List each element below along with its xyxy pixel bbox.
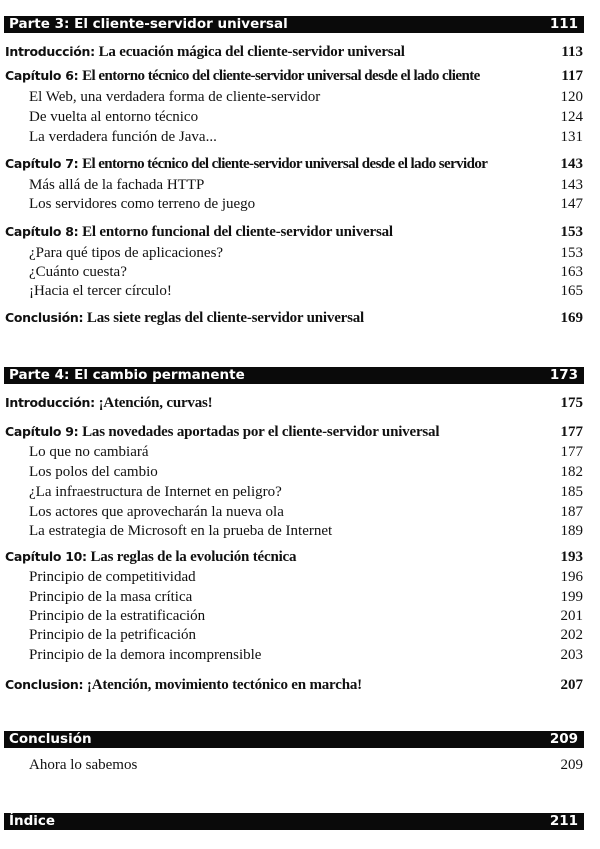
toc-section[interactable] <box>29 521 583 541</box>
entry-label: Capítulo 10: <box>5 549 87 564</box>
section-title: Principio de la demora incomprensible <box>29 647 262 663</box>
section-page: 143 <box>560 177 583 193</box>
entry-label: Conclusión: <box>5 310 84 325</box>
entry-title: El entorno funcional del cliente-servidor universal <box>82 224 393 240</box>
toc-section[interactable] <box>29 262 583 282</box>
section-page: 196 <box>560 569 583 585</box>
section-title: ¡Hacia el tercer círculo! <box>29 283 172 299</box>
toc-entry-chapter-7[interactable] <box>5 154 583 174</box>
section-page: 187 <box>560 504 583 520</box>
toc-entry-conclusion[interactable] <box>5 308 583 328</box>
toc-entry-chapter-6[interactable] <box>5 66 583 86</box>
part-header[interactable] <box>4 367 584 384</box>
part-page: 111 <box>549 16 578 32</box>
section-page: 177 <box>560 444 583 460</box>
entry-page: 143 <box>560 156 583 172</box>
entry-title: Las reglas de la evolución técnica <box>90 549 297 565</box>
section-title: ¿Cuánto cuesta? <box>29 264 127 280</box>
section-title: Principio de la petrificación <box>29 627 197 643</box>
toc-section[interactable] <box>29 502 583 522</box>
section-page: 165 <box>560 283 583 299</box>
entry-label: Capítulo 8: <box>5 224 79 239</box>
toc-section[interactable] <box>29 482 583 502</box>
section-page: 202 <box>560 627 583 643</box>
section-title: Los servidores como terreno de juego <box>29 196 256 212</box>
section-title: Más allá de la fachada HTTP <box>29 177 205 193</box>
section-page: 209 <box>560 757 583 773</box>
section-page: 189 <box>560 523 583 539</box>
toc-entry-introduction[interactable] <box>5 393 583 413</box>
section-page: 120 <box>560 89 583 105</box>
entry-page: 153 <box>560 224 583 240</box>
toc-entry-introduction[interactable] <box>5 42 583 62</box>
entry-label: Capítulo 9: <box>5 424 79 439</box>
entry-page: 193 <box>560 549 583 565</box>
toc-section[interactable] <box>29 107 583 127</box>
section-page: 201 <box>560 608 583 624</box>
toc-section[interactable] <box>29 194 583 214</box>
section-page: 203 <box>560 647 583 663</box>
section-page: 147 <box>560 196 583 212</box>
part-header[interactable] <box>4 813 584 830</box>
part-header[interactable] <box>4 16 584 33</box>
entry-label: Introducción: <box>5 395 95 410</box>
section-page: 163 <box>560 264 583 280</box>
toc-section[interactable] <box>29 625 583 645</box>
section-title: Principio de competitividad <box>29 569 196 585</box>
entry-page: 207 <box>560 677 583 693</box>
section-title: Ahora lo sabemos <box>29 757 138 773</box>
entry-label: Capítulo 6: <box>5 68 79 83</box>
section-title: La estrategia de Microsoft en la prueba de Internet <box>29 523 333 539</box>
section-title: El Web, una verdadera forma de cliente-servidor <box>29 89 321 105</box>
section-title: Los polos del cambio <box>29 464 158 480</box>
section-page: 153 <box>560 245 583 261</box>
toc-section[interactable] <box>29 587 583 607</box>
toc-entry-conclusion[interactable] <box>5 675 583 695</box>
toc-section[interactable] <box>29 462 583 482</box>
part-header[interactable] <box>4 731 584 748</box>
section-page: 185 <box>560 484 583 500</box>
entry-page: 117 <box>561 68 583 84</box>
toc-section[interactable] <box>29 645 583 665</box>
section-title: Los actores que aprovecharán la nueva ola <box>29 504 284 520</box>
toc-entry-chapter-8[interactable] <box>5 222 583 242</box>
toc-section[interactable] <box>29 755 583 775</box>
entry-title: La ecuación mágica del cliente-servidor universal <box>98 44 405 60</box>
toc-section[interactable] <box>29 606 583 626</box>
entry-title: El entorno técnico del cliente-servidor universal desde el lado cliente <box>82 68 480 84</box>
entry-page: 169 <box>560 310 583 326</box>
entry-title: ¡Atención, movimiento tectónico en marcha! <box>86 677 362 693</box>
toc-section[interactable] <box>29 442 583 462</box>
entry-title: Las siete reglas del cliente-servidor universal <box>86 310 365 326</box>
entry-page: 175 <box>560 395 583 411</box>
toc-section[interactable] <box>29 87 583 107</box>
section-title: De vuelta al entorno técnico <box>29 109 199 125</box>
entry-title: Las novedades aportadas por el cliente-servidor universal <box>82 424 440 440</box>
toc-section[interactable] <box>29 175 583 195</box>
section-page: 131 <box>560 129 583 145</box>
toc-section[interactable] <box>29 281 583 301</box>
section-title: Principio de la estratificación <box>29 608 206 624</box>
toc-entry-chapter-9[interactable] <box>5 422 583 442</box>
part-page: 211 <box>549 813 578 829</box>
toc-section[interactable] <box>29 127 583 147</box>
section-title: Principio de la masa crítica <box>29 589 193 605</box>
part-title: Índice <box>9 813 56 829</box>
toc-section[interactable] <box>29 567 583 587</box>
entry-page: 113 <box>561 44 583 60</box>
part-page: 173 <box>549 367 578 383</box>
section-title: ¿La infraestructura de Internet en peligro? <box>29 484 282 500</box>
section-page: 124 <box>560 109 583 125</box>
part-title: Conclusión <box>9 731 92 747</box>
section-page: 182 <box>560 464 583 480</box>
entry-label: Capítulo 7: <box>5 156 79 171</box>
entry-title: El entorno técnico del cliente-servidor universal desde el lado servidor <box>82 156 488 172</box>
section-title: Lo que no cambiará <box>29 444 149 460</box>
section-page: 199 <box>560 589 583 605</box>
entry-page: 177 <box>560 424 583 440</box>
part-title: Parte 4: El cambio permanente <box>9 367 245 383</box>
part-title: Parte 3: El cliente-servidor universal <box>9 16 288 32</box>
section-title: ¿Para qué tipos de aplicaciones? <box>29 245 224 261</box>
part-page: 209 <box>549 731 578 747</box>
entry-label: Introducción: <box>5 44 95 59</box>
toc-section[interactable] <box>29 243 583 263</box>
entry-title: ¡Atención, curvas! <box>98 395 213 411</box>
toc-entry-chapter-10[interactable] <box>5 547 583 567</box>
section-title: La verdadera función de Java... <box>29 129 217 145</box>
entry-label: Conclusion: <box>5 677 84 692</box>
